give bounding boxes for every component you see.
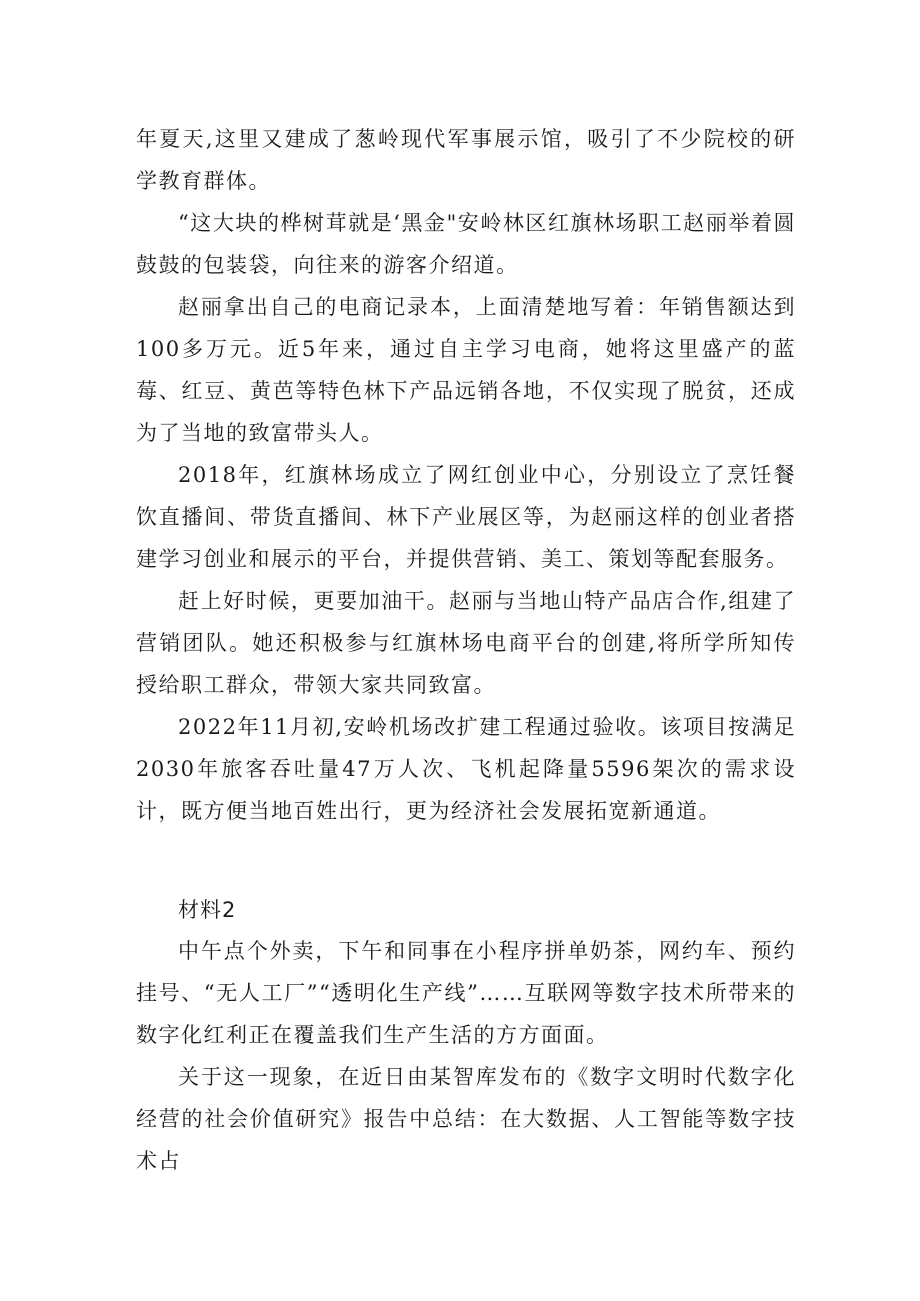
paragraph-birch-fungus: “这大块的桦树茸就是‘黑金"安岭林区红旗林场职工赵丽举着圆鼓鼓的包装袋，向往来的游客介绍道。 [136, 211, 796, 277]
paragraph-continuation: 年夏天,这里又建成了葱岭现代军事展示馆，吸引了不少院校的研学教育群体。 [136, 127, 796, 193]
paragraph-influencer-center: 2018年，红旗林场成立了网红创业中心，分别设立了烹饪餐饮直播间、带货直播间、林下产业展区等，为赵丽这样的创业者搭建学习创业和展示的平台，并提供营销、美工、策划等配套服务。 [136, 463, 796, 571]
section-title: 材料2 [178, 898, 237, 922]
paragraph-ecommerce-record: 赵丽拿出自己的电商记录本，上面清楚地写着：年销售额达到100多万元。近5年来，通过自主学习电商，她将这里盛产的蓝莓、红豆、黄芭等特色林下产品远销各地，不仅实现了脱贫，还成为了当地的致富带头人。 [136, 295, 796, 445]
paragraph-marketing-team: 赶上好时候，更要加油干。赵丽与当地山特产品店合作,组建了营销团队。她还积极参与红旗林场电商平台的创建,将所学所知传授给职工群众，带领大家共同致富。 [136, 589, 796, 697]
paragraph-digital-dividend: 中午点个外卖，下午和同事在小程序拼单奶茶，网约车、预约挂号、“无人工厂”“透明化生产线”……互联网等数字技术所带来的数字化红利正在覆盖我们生产生活的方方面面。 [136, 939, 796, 1047]
paragraph-airport: 2022年11月初,安岭机场改扩建工程通过验收。该项目按满足2030年旅客吞吐量47万人次、飞机起降量5596架次的需求设计，既方便当地百姓出行，更为经济社会发展拓宽新通道。 [136, 715, 796, 823]
document-body [136, 118, 796, 1182]
paragraph-think-tank-report: 关于这一现象，在近日由某智库发布的《数字文明时代数字化经营的社会价值研究》报告中总结：在大数据、人工智能等数字技术占 [136, 1065, 796, 1173]
